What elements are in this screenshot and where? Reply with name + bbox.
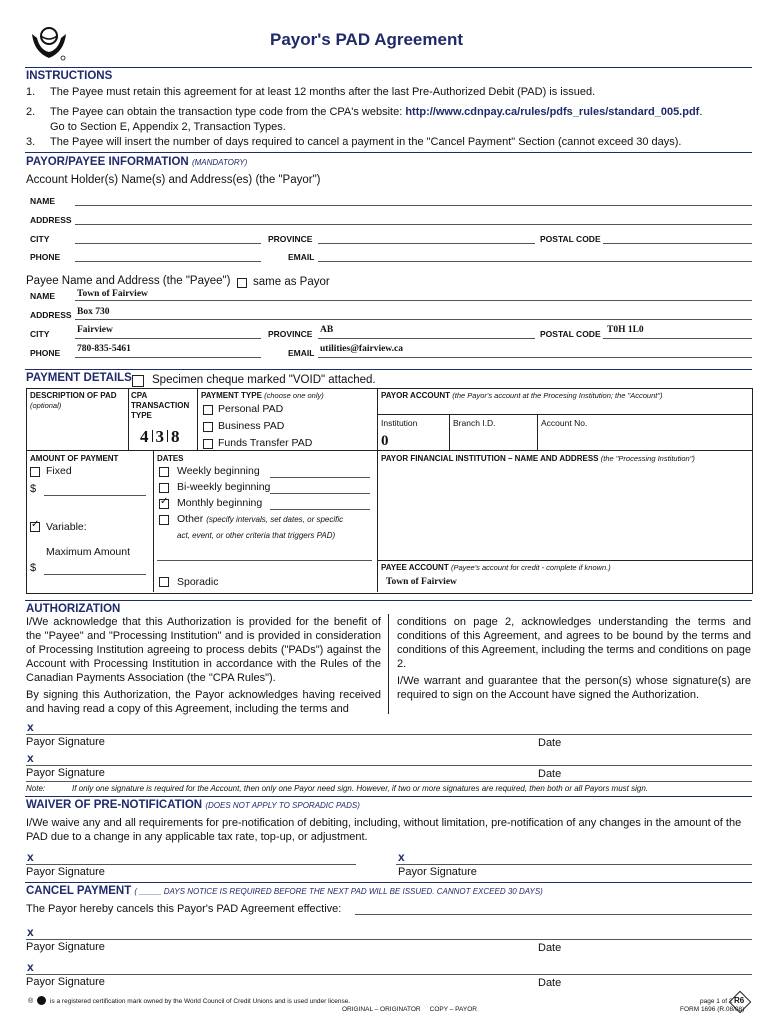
instruction-text: The Payee will insert the number of days required to cancel a payment in the "Cancel Payment" Section (cannot exceed 30 days). [50,136,682,148]
payee-account-label: PAYEE ACCOUNT (Payee's account for credit - complete if known.) [381,563,611,572]
payee-email-label: EMAIL [288,348,315,358]
sig-x-mark: x [27,720,34,734]
payee-postal-label: POSTAL CODE [540,329,601,339]
check-icon: ✓ [31,519,40,530]
transaction-label: TRANSACTION [131,401,190,410]
auth-right-p1: conditions on page 2, acknowledges understanding the terms and conditions of this Agreement, and agrees to be bound by the terms and conditions of this Agreement, including the terms and conditions on page 2. [397,616,751,670]
auth-left-p1: I/We acknowledge that this Authorization is provided for the benefit of the "Payee" and "Processing Institution" and is provided in consideration of Processing Institution agreeing to process debits ("PADs") against the Account with Processing Institution in accordance with the Rules of the Canadian Payments Association (the "CPA Rules"). [26,616,381,684]
payee-city-label: CITY [30,329,50,339]
payor-sig-1-label: Payor Signature [26,736,105,748]
sporadic-label: Sporadic [177,576,219,588]
fixed-label: Fixed [46,465,72,477]
payee-province-label: PROVINCE [268,329,313,339]
form-number: FORM 1696 (R.08/08) [680,1006,745,1013]
small-logo-icon [37,996,46,1005]
grid-line [377,560,752,561]
payor-name-label: NAME [30,196,56,206]
payor-email-label: EMAIL [288,252,315,262]
authorization-heading: AUTHORIZATION [26,603,121,615]
payor-signature-1-field[interactable] [26,734,752,735]
signature-note: Note: If only one signature is required for the Account, then only one Payor need sign. However, if two or more signatures are required, then both or all Payors must sign. [26,784,649,793]
cpa-digit: 8 [171,427,180,446]
dates-label: DATES [157,454,184,463]
funds-transfer-label: Funds Transfer PAD [218,437,313,449]
payee-account-value[interactable]: Town of Fairview [386,577,457,587]
waiver-heading: WAIVER OF PRE-NOTIFICATION (DOES NOT APPLY TO SPORADIC PADS) [26,799,360,811]
page-title: Payor's PAD Agreement [270,30,463,49]
payee-phone-label: PHONE [30,348,61,358]
weekly-date-field[interactable] [270,477,370,478]
institution-label: Institution [381,418,418,428]
desc-pad-label: DESCRIPTION OF PAD [30,391,117,400]
revision-badge-text: R6 [734,996,745,1005]
payor-address-field[interactable] [75,224,752,225]
auth-right-p2: I/We warrant and guarantee that the person(s) whose signature(s) are required to sign on the Account have signed the Authorization. [397,675,751,701]
payee-email-value[interactable]: utilities@fairview.ca [320,344,403,354]
instruction-text: The Payee must retain this agreement for at least 12 months after the last Pre-Authorized Debit (PAD) is issued. [50,86,596,98]
instruction-2-line2: Go to Section E, Appendix 2, Transaction Types. [50,121,286,133]
payor-postal-label: POSTAL CODE [540,234,601,244]
payee-name-value[interactable]: Town of Fairview [77,289,148,299]
payee-heading: Payee Name and Address (the "Payee") [26,275,231,287]
grid-line [128,388,129,450]
payor-province-field[interactable] [318,243,535,244]
business-pad-label: Business PAD [218,420,285,432]
hands-globe-icon [28,20,70,62]
payee-city-line [75,338,261,339]
registered-mark-icon: ® [28,998,34,1005]
same-as-payor-label: same as Payor [253,276,330,288]
payor-city-field[interactable] [75,243,261,244]
fixed-checkbox[interactable] [30,467,40,477]
cancel-signature-1-field[interactable] [26,939,752,940]
variable-label: Variable: [46,521,87,533]
variable-checkbox[interactable] [30,519,40,532]
page-number: page 1 of 2 [700,998,733,1005]
grid-line [377,414,752,415]
instruction-num: 2. [26,106,36,118]
type-label: TYPE [131,411,152,420]
payee-address-value[interactable]: Box 730 [77,307,110,317]
weekly-checkbox[interactable] [159,467,169,477]
payee-address-label: ADDRESS [30,310,72,320]
date-2-label: Date [538,768,562,780]
max-amount-label: Maximum Amount [46,546,131,558]
monthly-label: Monthly beginning [177,497,263,509]
sig-x-mark: x [27,960,34,974]
instruction-2 [26,105,703,119]
other-field[interactable] [157,560,372,561]
grid-line [377,388,378,592]
payor-info-heading: PAYOR/PAYEE INFORMATION (MANDATORY) [26,156,248,168]
payee-name-label: NAME [30,291,56,301]
payee-phone-line [75,357,261,358]
other-label: Other (specify intervals, set dates, or specific [177,513,344,525]
instruction-3 [26,135,682,149]
instruction-1 [26,85,596,99]
instruction-text: . [699,106,703,118]
payee-province-line [318,338,535,339]
grid-line [537,414,538,450]
payor-city-label: CITY [30,234,50,244]
fixed-dollar: $ [30,483,37,495]
payor-sig-2-label: Payor Signature [26,767,105,779]
grid-line [449,414,450,450]
payee-name-line [75,300,752,301]
cpa-website-link[interactable]: http://www.cdnpay.ca/rules/pdfs_rules/standard_005.pdf [405,106,700,118]
payor-email-field[interactable] [318,261,752,262]
waiver-text: I/We waive any and all requirements for pre-notification of debiting, including, without limitation, pre-notification of any changes in the amount of the PAD due to a change in any applicable tax rate, top-up, or adjustment. [26,817,742,843]
payor-signature-2-field[interactable] [26,765,752,766]
institution-value[interactable]: 0 [381,433,389,449]
grid-line [197,388,198,450]
sporadic-checkbox[interactable] [159,577,169,587]
instruction-num: 3. [26,136,36,148]
void-cheque-checkbox[interactable] [132,375,144,387]
fixed-amount-field[interactable] [44,495,146,496]
sig-rule [26,781,752,782]
max-dollar: $ [30,562,37,574]
sig-x-mark: x [398,850,405,864]
cancel-date-2-label: Date [538,977,562,989]
payee-phone-value[interactable]: 780-835-5461 [77,344,131,354]
biweekly-label: Bi-weekly beginning [177,481,271,493]
cancel-text: The Payor hereby cancels this Payor's PAD Agreement effective: [26,903,342,915]
cancel-heading: CANCEL PAYMENT ( _____ DAYS NOTICE IS REQUIRED BEFORE THE NEXT PAD WILL BE ISSUED. CANNOT EXCEED 30 DAYS) [26,885,543,897]
payor-phone-label: PHONE [30,252,61,262]
copies-note: ORIGINAL – ORIGINATOR COPY – PAYOR [342,1006,477,1013]
payee-postal-value[interactable]: T0H 1L0 [607,325,644,335]
payor-address-label: ADDRESS [30,215,72,225]
cancel-effective-date-field[interactable] [355,914,752,915]
auth-left-p2: By signing this Authorization, the Payor acknowledges having received and having read a copy of this Agreement, including the terms and [26,689,381,715]
grid-line [26,450,752,451]
funds-transfer-checkbox[interactable] [203,439,213,449]
waiver-sig-1-label: Payor Signature [26,866,105,878]
desc-pad-note: (optional) [30,401,62,410]
waiver-sig-2-label: Payor Signature [398,866,477,878]
cancel-sig-1-label: Payor Signature [26,941,105,953]
payor-province-label: PROVINCE [268,234,313,244]
payor-phone-field[interactable] [75,261,261,262]
payor-postal-field[interactable] [603,243,752,244]
cpa-label: CPA [131,391,148,400]
payee-province-value[interactable]: AB [320,325,334,335]
payor-account-label: PAYOR ACCOUNT (the Payor's account at the Procesing Institution; the "Account") [381,391,663,400]
payee-email-line [318,357,752,358]
payment-type-label: PAYMENT TYPE (choose one only) [201,391,324,400]
date-1-label: Date [538,737,562,749]
sig-x-mark: x [27,925,34,939]
account-no-label: Account No. [541,418,588,428]
instruction-num: 1. [26,86,36,98]
payee-address-line [75,319,752,320]
biweekly-checkbox[interactable] [159,483,169,493]
other-checkbox[interactable] [159,515,169,525]
max-amount-field[interactable] [44,574,146,575]
instruction-text: The Payee can obtain the transaction type code from the CPA's website: [50,106,406,118]
payment-heading: PAYMENT DETAILS [26,372,132,384]
monthly-date-field[interactable] [270,509,370,510]
trademark-note: is a registered certification mark owned by the World Council of Credit Unions and is used under license. [50,998,351,1005]
cancel-sig-2-label: Payor Signature [26,976,105,988]
cpa-code[interactable] [140,427,180,447]
other-note-2: act, event, or other criteria that triggers PAD) [177,531,336,540]
business-pad-checkbox[interactable] [203,422,213,432]
credit-union-logo [28,20,70,62]
sig-x-mark: x [27,850,34,864]
monthly-checkbox[interactable] [159,496,169,509]
branch-label: Branch I.D. [453,418,496,428]
weekly-label: Weekly beginning [177,465,260,477]
payor-name-field[interactable] [75,205,752,206]
void-cheque-label: Specimen cheque marked "VOID" attached. [152,374,376,386]
auth-divider [388,614,389,714]
sig-x-mark: x [27,751,34,765]
personal-pad-checkbox[interactable] [203,405,213,415]
payor-subheading: Account Holder(s) Name(s) and Address(es) (the "Payor") [26,174,321,186]
fin-inst-label: PAYOR FINANCIAL INSTITUTION – NAME AND ADDRESS (the "Processing Institution") [381,454,695,463]
payee-city-value[interactable]: Fairview [77,325,113,335]
cancel-date-1-label: Date [538,942,562,954]
same-as-payor-checkbox[interactable] [237,278,247,288]
cpa-digit: 3 [155,427,164,446]
personal-pad-label: Personal PAD [218,403,284,415]
payee-postal-line [603,338,752,339]
cpa-digit: 4 [140,427,149,446]
grid-line [153,450,154,592]
amount-label: AMOUNT OF PAYMENT [30,454,119,463]
instructions-heading: INSTRUCTIONS [26,70,113,82]
cancel-signature-2-field[interactable] [26,974,752,975]
biweekly-date-field[interactable] [270,493,370,494]
check-icon: ✓ [160,496,169,507]
